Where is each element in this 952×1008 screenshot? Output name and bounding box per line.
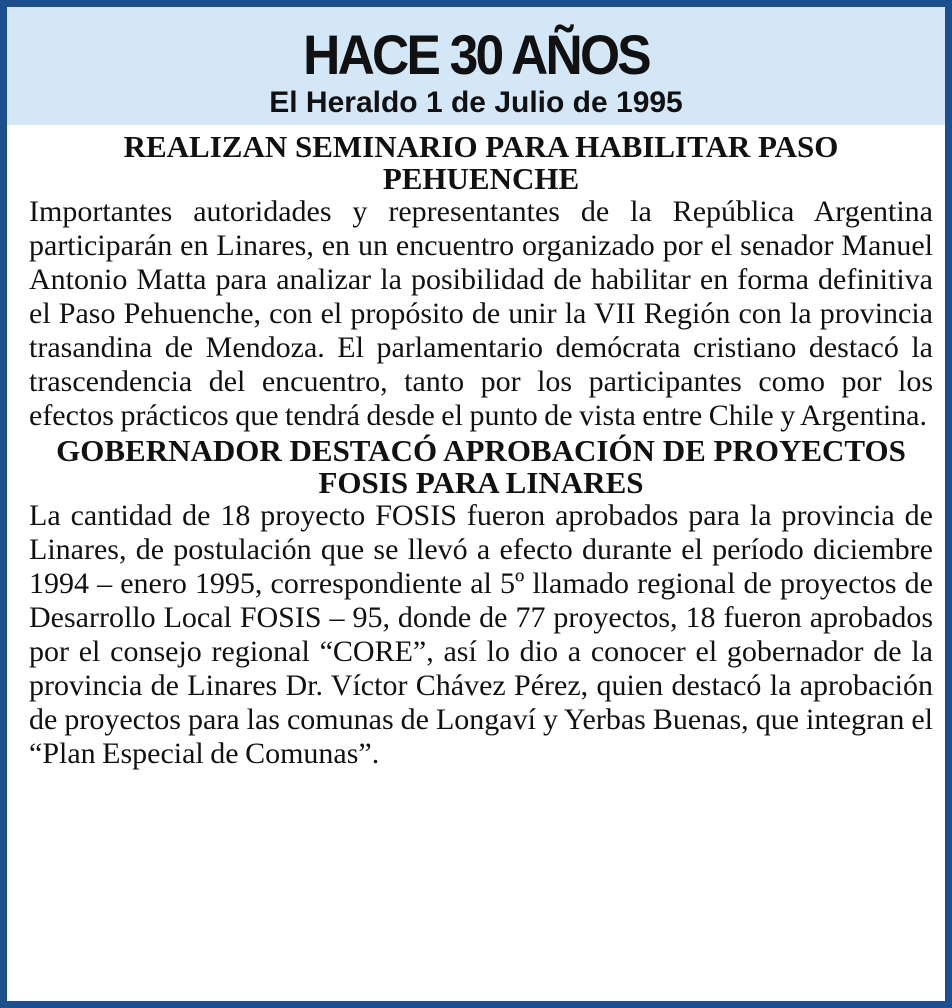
- article-headline: REALIZAN SEMINARIO PARA HABILITAR PASO PEHUENCHE: [123, 129, 839, 196]
- edition-line: El Heraldo 1 de Julio de 1995: [269, 86, 683, 119]
- articles-column: [7, 125, 945, 771]
- article: [29, 131, 933, 433]
- article: [29, 435, 933, 771]
- masthead-title: HACE 30 AÑOS: [303, 23, 649, 86]
- article-headline: GOBERNADOR DESTACÓ APROBACIÓN DE PROYECTOS FOSIS PARA LINARES: [56, 433, 906, 500]
- article-body: Importantes autoridades y representantes de la República Argentina participarán en Linares, en un encuentro organizado por el senador Manuel Antonio Matta para analizar la posibilidad de habilitar en forma definitiva el Paso Pehuenche, con el propósito de unir la VII Región con la provincia trasandina de Mendoza. El parlamentario demócrata cristiano destacó la trascendencia del encuentro, tanto por los participantes como por los efectos prácticos que tendrá desde el punto de vista entre Chile y Argentina.: [29, 195, 933, 432]
- masthead-banner: [7, 7, 945, 125]
- article-body: La cantidad de 18 proyecto FOSIS fueron aprobados para la provincia de Linares, de postulación que se llevó a efecto durante el período diciembre 1994 – enero 1995, correspondiente al 5º llamado regional de proyectos de Desarrollo Local FOSIS – 95, donde de 77 proyectos, 18 fueron aprobados por el consejo regional “CORE”, así lo dio a conocer el gobernador de la provincia de Linares Dr. Víctor Chávez Pérez, quien destacó la aprobación de proyectos para las comunas de Longaví y Yerbas Buenas, que integran el “Plan Especial de Comunas”.: [29, 499, 933, 770]
